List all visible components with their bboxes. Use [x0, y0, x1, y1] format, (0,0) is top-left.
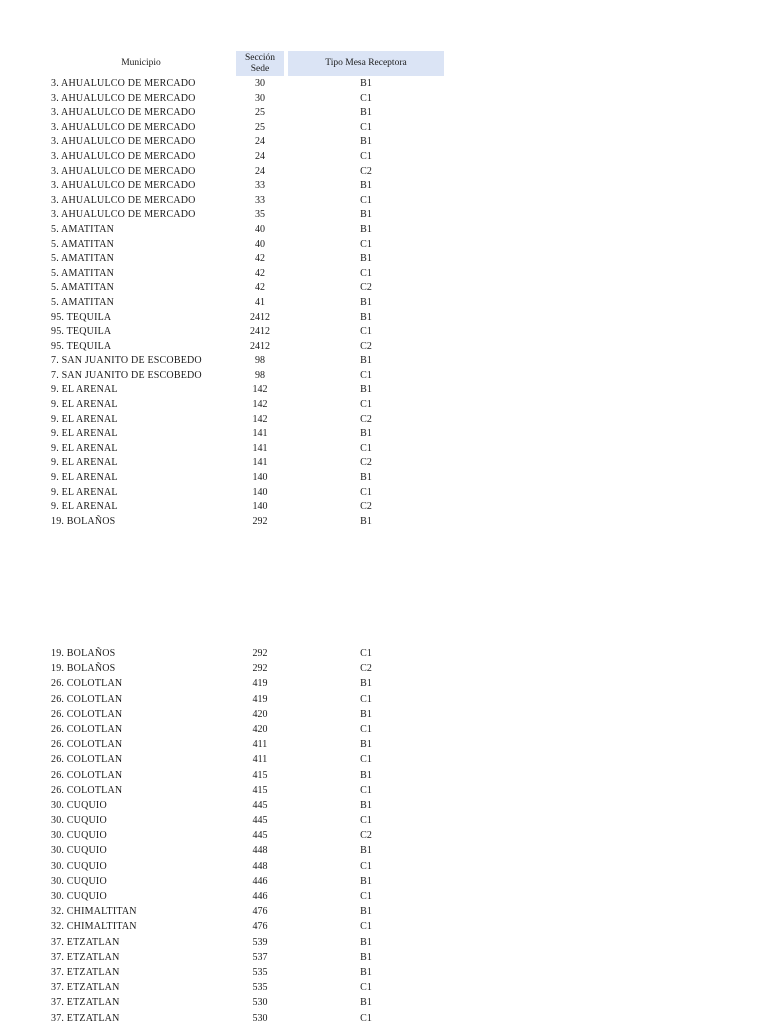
cell-tipo-mesa: B1 [360, 472, 372, 484]
cell-tipo-mesa: C1 [360, 754, 372, 766]
cell-municipio: 26. COLOTLAN [51, 739, 123, 751]
cell-seccion-sede: 445 [252, 830, 268, 842]
cell-tipo-mesa: B1 [360, 223, 372, 235]
cell-municipio: 5. AMATITAN [51, 223, 115, 235]
cell-tipo-mesa: B1 [360, 966, 372, 978]
cell-tipo-mesa: C2 [360, 501, 372, 513]
cell-seccion-sede: 446 [252, 891, 268, 902]
cell-seccion-sede: 419 [252, 678, 268, 690]
cell-municipio: 3. AHUALULCO DE MERCADO [51, 78, 196, 89]
cell-tipo-mesa: C1 [360, 648, 372, 659]
cell-seccion-sede: 445 [252, 799, 268, 811]
cell-tipo-mesa: B1 [360, 428, 372, 440]
cell-municipio: 30. CUQUIO [51, 875, 107, 887]
table-row [0, 471, 768, 486]
table-row [0, 965, 768, 980]
cell-municipio: 3. AHUALULCO DE MERCADO [51, 180, 196, 192]
table-row [0, 223, 768, 238]
cell-seccion-sede: 30 [255, 78, 265, 89]
cell-municipio: 5. AMATITAN [51, 238, 115, 250]
table-row [0, 296, 768, 311]
table-row [0, 500, 768, 515]
table-row [0, 707, 768, 722]
cell-municipio: 9. EL ARENAL [51, 457, 118, 469]
table-row [0, 106, 768, 121]
cell-tipo-mesa: C1 [360, 150, 372, 162]
cell-tipo-mesa: B1 [360, 253, 372, 265]
cell-tipo-mesa: C2 [360, 830, 372, 842]
cell-tipo-mesa: B1 [360, 107, 372, 119]
cell-seccion-sede: 2412 [250, 340, 270, 352]
cell-tipo-mesa: B1 [360, 355, 372, 367]
cell-tipo-mesa: B1 [360, 209, 372, 221]
cell-municipio: 26. COLOTLAN [51, 693, 123, 705]
table-row [0, 340, 768, 355]
table-row [0, 398, 768, 413]
table-row [0, 783, 768, 798]
table-row [0, 267, 768, 282]
cell-municipio: 37. ETZATLAN [51, 936, 120, 948]
cell-tipo-mesa: B1 [360, 678, 372, 690]
cell-tipo-mesa: C1 [360, 982, 372, 994]
cell-seccion-sede: 142 [252, 413, 268, 425]
cell-municipio: 9. EL ARENAL [51, 428, 118, 440]
cell-municipio: 26. COLOTLAN [51, 678, 123, 690]
table-row [0, 676, 768, 691]
cell-municipio: 3. AHUALULCO DE MERCADO [51, 136, 196, 148]
cell-seccion-sede: 142 [252, 399, 268, 411]
table-row [0, 752, 768, 767]
table-row [0, 325, 768, 340]
cell-municipio: 30. CUQUIO [51, 845, 107, 857]
cell-seccion-sede: 42 [255, 282, 265, 294]
table-block-1 [0, 77, 768, 529]
table-row [0, 661, 768, 676]
cell-seccion-sede: 25 [255, 107, 265, 119]
cell-tipo-mesa: C1 [360, 92, 372, 104]
cell-municipio: 3. AHUALULCO DE MERCADO [51, 150, 196, 162]
cell-municipio: 3. AHUALULCO DE MERCADO [51, 92, 196, 104]
cell-tipo-mesa: B1 [360, 906, 372, 918]
table-row [0, 165, 768, 180]
header-seccion-sede: Sección Sede [236, 51, 284, 76]
cell-seccion-sede: 420 [252, 723, 268, 735]
cell-tipo-mesa: B1 [360, 875, 372, 887]
cell-municipio: 19. BOLAÑOS [51, 648, 116, 659]
cell-municipio: 37. ETZATLAN [51, 951, 120, 963]
table-row [0, 828, 768, 843]
cell-municipio: 30. CUQUIO [51, 799, 107, 811]
table-row [0, 77, 768, 92]
table-row [0, 874, 768, 889]
cell-tipo-mesa: C2 [360, 165, 372, 177]
cell-tipo-mesa: C1 [360, 723, 372, 735]
cell-municipio: 3. AHUALULCO DE MERCADO [51, 165, 196, 177]
table-row [0, 383, 768, 398]
cell-seccion-sede: 2412 [250, 311, 270, 323]
cell-tipo-mesa: B1 [360, 799, 372, 811]
cell-seccion-sede: 539 [252, 936, 268, 948]
cell-tipo-mesa: B1 [360, 515, 372, 527]
cell-seccion-sede: 415 [252, 784, 268, 796]
cell-tipo-mesa: B1 [360, 311, 372, 323]
cell-seccion-sede: 141 [252, 442, 268, 454]
cell-municipio: 26. COLOTLAN [51, 784, 123, 796]
cell-municipio: 5. AMATITAN [51, 253, 115, 265]
cell-tipo-mesa: C1 [360, 815, 372, 827]
cell-tipo-mesa: C1 [360, 238, 372, 250]
cell-seccion-sede: 33 [255, 180, 265, 192]
cell-tipo-mesa: B1 [360, 951, 372, 963]
cell-municipio: 95. TEQUILA [51, 311, 112, 323]
cell-municipio: 37. ETZATLAN [51, 1012, 120, 1024]
cell-seccion-sede: 537 [252, 951, 268, 963]
cell-municipio: 9. EL ARENAL [51, 399, 118, 411]
cell-municipio: 30. CUQUIO [51, 815, 107, 827]
table-row [0, 92, 768, 107]
cell-tipo-mesa: C1 [360, 399, 372, 411]
table-row [0, 135, 768, 150]
cell-seccion-sede: 40 [255, 223, 265, 235]
cell-seccion-sede: 448 [252, 845, 268, 857]
cell-municipio: 3. AHUALULCO DE MERCADO [51, 194, 196, 206]
cell-seccion-sede: 530 [252, 1012, 268, 1024]
table-row [0, 859, 768, 874]
cell-tipo-mesa: B1 [360, 78, 372, 89]
table-row [0, 354, 768, 369]
table-row [0, 456, 768, 471]
cell-tipo-mesa: C1 [360, 860, 372, 872]
cell-municipio: 19. BOLAÑOS [51, 663, 116, 675]
cell-seccion-sede: 140 [252, 472, 268, 484]
table-row [0, 950, 768, 965]
header-municipio: Municipio [121, 58, 161, 68]
table-row [0, 919, 768, 934]
cell-municipio: 3. AHUALULCO DE MERCADO [51, 121, 196, 133]
table-row [0, 252, 768, 267]
cell-seccion-sede: 24 [255, 150, 265, 162]
cell-municipio: 26. COLOTLAN [51, 754, 123, 766]
cell-tipo-mesa: B1 [360, 708, 372, 720]
cell-seccion-sede: 142 [252, 384, 268, 396]
cell-tipo-mesa: C1 [360, 194, 372, 206]
cell-municipio: 9. EL ARENAL [51, 442, 118, 454]
cell-municipio: 19. BOLAÑOS [51, 515, 116, 527]
table-row [0, 281, 768, 296]
cell-tipo-mesa: B1 [360, 180, 372, 192]
cell-tipo-mesa: C2 [360, 663, 372, 675]
cell-seccion-sede: 411 [252, 739, 268, 751]
table-row [0, 813, 768, 828]
table-row [0, 995, 768, 1010]
cell-tipo-mesa: B1 [360, 936, 372, 948]
cell-municipio: 5. AMATITAN [51, 282, 115, 294]
cell-tipo-mesa: B1 [360, 739, 372, 751]
cell-municipio: 9. EL ARENAL [51, 501, 118, 513]
cell-municipio: 9. EL ARENAL [51, 472, 118, 484]
cell-tipo-mesa: B1 [360, 136, 372, 148]
cell-municipio: 5. AMATITAN [51, 296, 115, 308]
table-row [0, 369, 768, 384]
cell-seccion-sede: 535 [252, 966, 268, 978]
table-row [0, 413, 768, 428]
cell-seccion-sede: 33 [255, 194, 265, 206]
cell-tipo-mesa: C1 [360, 369, 372, 381]
cell-seccion-sede: 25 [255, 121, 265, 133]
cell-tipo-mesa: C2 [360, 457, 372, 469]
cell-municipio: 37. ETZATLAN [51, 966, 120, 978]
table-row [0, 692, 768, 707]
table-row [0, 311, 768, 326]
cell-municipio: 95. TEQUILA [51, 326, 112, 338]
cell-seccion-sede: 411 [252, 754, 268, 766]
cell-seccion-sede: 419 [252, 693, 268, 705]
table-row [0, 722, 768, 737]
cell-seccion-sede: 35 [255, 209, 265, 221]
cell-municipio: 9. EL ARENAL [51, 413, 118, 425]
cell-tipo-mesa: C1 [360, 267, 372, 279]
table-row [0, 427, 768, 442]
cell-tipo-mesa: B1 [360, 384, 372, 396]
cell-tipo-mesa: C2 [360, 282, 372, 294]
cell-municipio: 3. AHUALULCO DE MERCADO [51, 209, 196, 221]
cell-tipo-mesa: C1 [360, 693, 372, 705]
cell-seccion-sede: 530 [252, 997, 268, 1009]
table-row [0, 486, 768, 501]
cell-tipo-mesa: C2 [360, 340, 372, 352]
table-row [0, 442, 768, 457]
cell-tipo-mesa: C1 [360, 121, 372, 133]
cell-seccion-sede: 292 [252, 648, 268, 659]
cell-seccion-sede: 40 [255, 238, 265, 250]
cell-seccion-sede: 448 [252, 860, 268, 872]
cell-seccion-sede: 292 [252, 515, 268, 527]
cell-municipio: 5. AMATITAN [51, 267, 115, 279]
table-row [0, 121, 768, 136]
cell-municipio: 30. CUQUIO [51, 860, 107, 872]
cell-seccion-sede: 446 [252, 875, 268, 887]
cell-seccion-sede: 292 [252, 663, 268, 675]
cell-seccion-sede: 420 [252, 708, 268, 720]
cell-tipo-mesa: B1 [360, 845, 372, 857]
cell-tipo-mesa: C1 [360, 784, 372, 796]
table-row [0, 737, 768, 752]
table-block-2 [0, 646, 768, 1026]
table-row [0, 768, 768, 783]
table-row [0, 889, 768, 904]
table-row [0, 179, 768, 194]
table-row [0, 150, 768, 165]
cell-seccion-sede: 30 [255, 92, 265, 104]
cell-seccion-sede: 141 [252, 457, 268, 469]
cell-seccion-sede: 42 [255, 267, 265, 279]
cell-municipio: 26. COLOTLAN [51, 708, 123, 720]
cell-tipo-mesa: C1 [360, 891, 372, 902]
cell-tipo-mesa: C1 [360, 921, 372, 933]
cell-tipo-mesa: C1 [360, 442, 372, 454]
cell-municipio: 37. ETZATLAN [51, 982, 120, 994]
cell-seccion-sede: 98 [255, 355, 265, 367]
header-tipo-mesa: Tipo Mesa Receptora [288, 51, 444, 76]
cell-seccion-sede: 140 [252, 501, 268, 513]
table-row [0, 515, 768, 530]
cell-seccion-sede: 141 [252, 428, 268, 440]
table-row [0, 843, 768, 858]
cell-municipio: 30. CUQUIO [51, 830, 107, 842]
cell-municipio: 32. CHIMALTITAN [51, 921, 137, 933]
table-row [0, 904, 768, 919]
cell-seccion-sede: 476 [252, 921, 268, 933]
cell-seccion-sede: 140 [252, 486, 268, 498]
cell-seccion-sede: 42 [255, 253, 265, 265]
cell-municipio: 37. ETZATLAN [51, 997, 120, 1009]
cell-tipo-mesa: B1 [360, 997, 372, 1009]
cell-seccion-sede: 2412 [250, 326, 270, 338]
cell-tipo-mesa: C1 [360, 1012, 372, 1024]
cell-municipio: 95. TEQUILA [51, 340, 112, 352]
cell-municipio: 7. SAN JUANITO DE ESCOBEDO [51, 369, 202, 381]
table-row [0, 646, 768, 661]
table-row [0, 798, 768, 813]
cell-municipio: 3. AHUALULCO DE MERCADO [51, 107, 196, 119]
cell-municipio: 32. CHIMALTITAN [51, 906, 137, 918]
table-row [0, 208, 768, 223]
cell-seccion-sede: 445 [252, 815, 268, 827]
cell-seccion-sede: 535 [252, 982, 268, 994]
table-row [0, 194, 768, 209]
cell-seccion-sede: 98 [255, 369, 265, 381]
cell-tipo-mesa: B1 [360, 769, 372, 781]
cell-tipo-mesa: B1 [360, 296, 372, 308]
cell-seccion-sede: 24 [255, 165, 265, 177]
cell-seccion-sede: 415 [252, 769, 268, 781]
cell-tipo-mesa: C2 [360, 413, 372, 425]
cell-municipio: 7. SAN JUANITO DE ESCOBEDO [51, 355, 202, 367]
table-row [0, 935, 768, 950]
cell-municipio: 9. EL ARENAL [51, 384, 118, 396]
table-row [0, 980, 768, 995]
cell-tipo-mesa: C1 [360, 486, 372, 498]
table-row [0, 1011, 768, 1026]
cell-tipo-mesa: C1 [360, 326, 372, 338]
table-row [0, 238, 768, 253]
cell-municipio: 26. COLOTLAN [51, 769, 123, 781]
cell-seccion-sede: 476 [252, 906, 268, 918]
cell-seccion-sede: 41 [255, 296, 265, 308]
cell-municipio: 26. COLOTLAN [51, 723, 123, 735]
cell-municipio: 9. EL ARENAL [51, 486, 118, 498]
cell-municipio: 30. CUQUIO [51, 891, 107, 902]
cell-seccion-sede: 24 [255, 136, 265, 148]
